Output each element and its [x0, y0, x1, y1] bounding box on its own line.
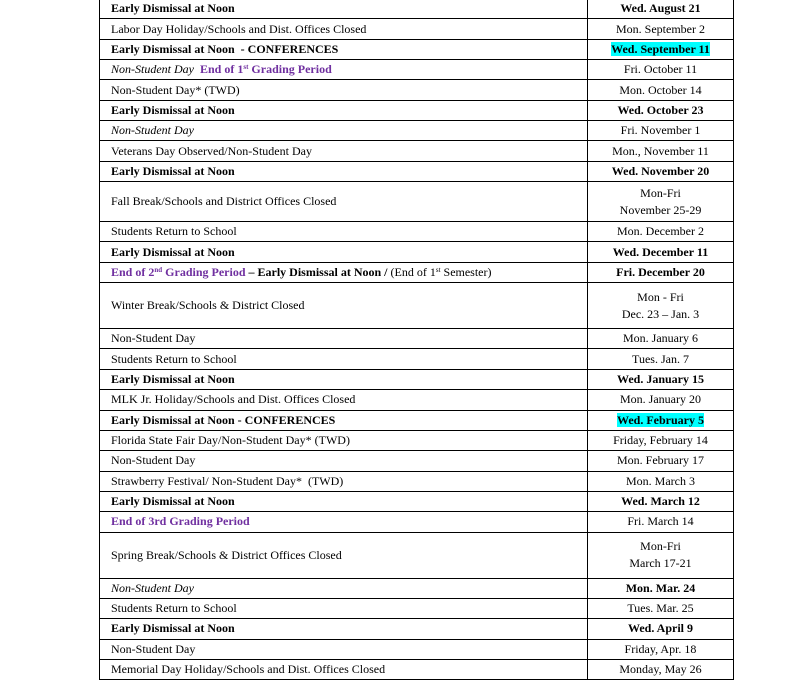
event-text: nd	[154, 265, 163, 274]
event-text: – Early Dismissal at Noon /	[245, 264, 388, 279]
date-cell	[588, 60, 734, 80]
event-cell	[100, 578, 588, 598]
event-text: Early Dismissal at Noon	[111, 102, 235, 117]
event-text: Early Dismissal at Noon	[111, 494, 235, 509]
event-cell	[100, 532, 588, 578]
event-cell	[100, 451, 588, 471]
calendar-row	[100, 491, 734, 511]
calendar-row	[100, 349, 734, 369]
event-cell	[100, 80, 588, 100]
date-cell	[588, 283, 734, 329]
event-cell	[100, 100, 588, 120]
event-text: Early Dismissal at Noon - CONFERENCES	[111, 412, 336, 427]
event-date: Wed. March 12	[621, 494, 700, 509]
event-text: Florida State Fair Day/Non-Student Day* (TWD)	[111, 433, 350, 448]
event-cell	[100, 639, 588, 659]
calendar-row	[100, 262, 734, 282]
event-cell	[100, 410, 588, 430]
event-date: Wed. October 23	[617, 102, 704, 117]
calendar-row	[100, 598, 734, 618]
calendar-row	[100, 430, 734, 450]
event-text: End of 2	[111, 264, 155, 279]
date-cell	[588, 222, 734, 242]
event-cell	[100, 161, 588, 181]
event-date: Mon. Mar. 24	[625, 580, 696, 595]
event-text: Students Return to School	[111, 351, 237, 366]
event-cell	[100, 349, 588, 369]
event-date-line2: November 25-29	[619, 202, 702, 217]
event-text: Grading Period	[162, 264, 246, 279]
event-date: Mon-Fri	[640, 539, 681, 554]
event-cell	[100, 369, 588, 389]
event-date: Mon - Fri	[637, 289, 684, 304]
date-cell	[588, 349, 734, 369]
event-text: Non-Student Day	[111, 641, 196, 656]
event-date-line2: March 17-21	[629, 556, 692, 571]
event-text: st	[435, 265, 441, 274]
event-cell	[100, 430, 588, 450]
event-text: st	[243, 63, 249, 72]
date-cell	[588, 471, 734, 491]
event-date: Mon. January 6	[623, 331, 698, 346]
date-cell	[588, 262, 734, 282]
calendar-row	[100, 141, 734, 161]
date-cell	[588, 598, 734, 618]
date-cell	[588, 161, 734, 181]
date-cell	[588, 430, 734, 450]
event-date: Tues. Jan. 7	[632, 351, 689, 366]
calendar-row	[100, 659, 734, 679]
calendar-row	[100, 242, 734, 262]
event-text: Early Dismissal at Noon	[111, 1, 235, 16]
calendar-row	[100, 80, 734, 100]
event-cell	[100, 121, 588, 141]
event-text: Students Return to School	[111, 224, 237, 239]
calendar-row	[100, 329, 734, 349]
event-text: End of 3rd Grading Period	[111, 514, 250, 529]
date-cell	[588, 578, 734, 598]
event-date: Monday, May 26	[619, 662, 702, 677]
date-cell	[588, 639, 734, 659]
event-text: Semester)	[440, 264, 492, 279]
event-text: MLK Jr. Holiday/Schools and Dist. Offices Closed	[111, 392, 356, 407]
date-cell	[588, 19, 734, 39]
event-date: Friday, Apr. 18	[624, 641, 697, 656]
event-cell	[100, 598, 588, 618]
event-date: Mon. December 2	[617, 224, 704, 239]
event-cell	[100, 390, 588, 410]
calendar-row	[100, 283, 734, 329]
event-date: Tues. Mar. 25	[627, 601, 694, 616]
event-cell	[100, 60, 588, 80]
event-text: Veterans Day Observed/Non-Student Day	[111, 143, 312, 158]
calendar-row	[100, 19, 734, 39]
date-cell	[588, 141, 734, 161]
event-text: Non-Student Day	[111, 580, 194, 595]
date-cell	[588, 512, 734, 532]
calendar-row	[100, 369, 734, 389]
date-cell	[588, 410, 734, 430]
date-cell	[588, 39, 734, 59]
event-date: Wed. December 11	[612, 244, 709, 259]
calendar-row	[100, 161, 734, 181]
event-cell	[100, 491, 588, 511]
event-cell	[100, 0, 588, 19]
calendar-row	[100, 390, 734, 410]
event-date: Mon. September 2	[616, 21, 705, 36]
event-text: Early Dismissal at Noon	[111, 621, 235, 636]
event-text: Non-Student Day	[111, 123, 194, 138]
event-text: Non-Student Day	[111, 62, 194, 77]
event-text: Fall Break/Schools and District Offices Closed	[111, 194, 337, 209]
event-cell	[100, 329, 588, 349]
date-cell	[588, 80, 734, 100]
event-cell	[100, 39, 588, 59]
calendar-row	[100, 0, 734, 19]
event-cell	[100, 471, 588, 491]
event-text: Non-Student Day	[111, 331, 196, 346]
date-cell	[588, 619, 734, 639]
event-text: Winter Break/Schools & District Closed	[111, 298, 305, 313]
date-cell	[588, 182, 734, 222]
event-cell	[100, 141, 588, 161]
date-cell	[588, 491, 734, 511]
date-cell	[588, 329, 734, 349]
date-cell	[588, 0, 734, 19]
event-cell	[100, 19, 588, 39]
calendar-row	[100, 451, 734, 471]
date-cell	[588, 121, 734, 141]
event-date: Mon., November 11	[612, 143, 709, 158]
event-date: Friday, February 14	[613, 433, 708, 448]
event-date: Fri. October 11	[623, 62, 698, 77]
event-text: Memorial Day Holiday/Schools and Dist. Offices Closed	[111, 662, 386, 677]
event-date: Wed. September 11	[611, 41, 710, 56]
event-date: Mon. January 20	[620, 392, 701, 407]
event-date: Mon. October 14	[619, 82, 702, 97]
event-text: Early Dismissal at Noon	[111, 244, 235, 259]
event-text: Early Dismissal at Noon	[111, 163, 235, 178]
event-date: Fri. November 1	[620, 123, 701, 138]
event-text: Early Dismissal at Noon	[111, 371, 235, 386]
event-cell	[100, 262, 588, 282]
event-date: Wed. August 21	[620, 1, 701, 16]
event-cell	[100, 182, 588, 222]
event-date: Mon-Fri	[640, 185, 681, 200]
event-date: Wed. February 5	[617, 412, 704, 427]
event-date: Mon. March 3	[626, 473, 695, 488]
event-text: Non-Student Day* (TWD)	[111, 82, 240, 97]
event-cell	[100, 242, 588, 262]
date-cell	[588, 390, 734, 410]
calendar-row	[100, 619, 734, 639]
calendar-row	[100, 182, 734, 222]
calendar-row	[100, 222, 734, 242]
event-text: Non-Student Day	[111, 453, 196, 468]
event-date: Wed. November 20	[611, 163, 710, 178]
event-text: Early Dismissal at Noon - CONFERENCES	[111, 41, 339, 56]
event-date-line2: Dec. 23 – Jan. 3	[621, 306, 700, 321]
event-date: Fri. December 20	[616, 264, 705, 279]
event-text: Grading Period	[248, 62, 332, 77]
date-cell	[588, 659, 734, 679]
calendar-row	[100, 532, 734, 578]
event-text: End of 1	[200, 62, 244, 77]
date-cell	[588, 532, 734, 578]
event-text: Strawberry Festival/ Non-Student Day* (TWD)	[111, 473, 344, 488]
event-date: Mon. February 17	[617, 453, 704, 468]
event-cell	[100, 619, 588, 639]
date-cell	[588, 369, 734, 389]
calendar-row	[100, 512, 734, 532]
date-cell	[588, 100, 734, 120]
calendar-row	[100, 100, 734, 120]
event-cell	[100, 512, 588, 532]
event-cell	[100, 659, 588, 679]
event-text: Students Return to School	[111, 601, 237, 616]
event-date: Wed. April 9	[627, 621, 693, 636]
calendar-row	[100, 60, 734, 80]
date-cell	[588, 242, 734, 262]
date-cell	[588, 451, 734, 471]
calendar-row	[100, 471, 734, 491]
event-text: (End of 1	[387, 264, 436, 279]
event-text: Labor Day Holiday/Schools and Dist. Offices Closed	[111, 21, 367, 36]
calendar-row	[100, 121, 734, 141]
calendar-row	[100, 39, 734, 59]
event-cell	[100, 222, 588, 242]
school-calendar-table	[99, 0, 734, 680]
calendar-row	[100, 639, 734, 659]
event-cell	[100, 283, 588, 329]
calendar-row	[100, 410, 734, 430]
event-date: Fri. March 14	[627, 514, 694, 529]
event-text: Spring Break/Schools & District Offices Closed	[111, 547, 342, 562]
event-date: Wed. January 15	[616, 371, 704, 386]
calendar-row	[100, 578, 734, 598]
calendar-body	[100, 0, 734, 680]
